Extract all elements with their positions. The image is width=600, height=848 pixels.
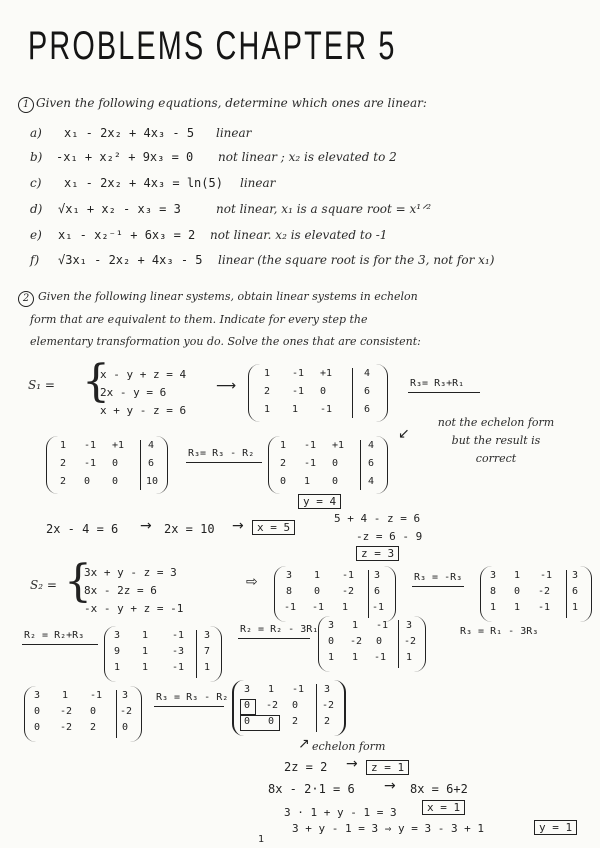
p1-c-expr: x₁ - 2x₂ + 4x₃ = ln(5) xyxy=(64,176,223,190)
s1-x-arrow-2: → xyxy=(232,518,244,534)
matrix-cell: 10 xyxy=(146,476,159,487)
matrix-cell: -1 xyxy=(540,570,553,581)
problem-2-circle: 2 xyxy=(18,291,34,307)
s2-matrix-1-divider xyxy=(368,570,369,618)
matrix-cell: 1 xyxy=(514,570,521,581)
matrix-cell: +1 xyxy=(320,368,333,379)
s1-note: not the echelon form but the result is correct xyxy=(437,416,555,465)
matrix-cell: 1 xyxy=(142,630,149,641)
s2-y-line-2: 3 + y - 1 = 3 ⇒ y = 3 - 3 + 1 xyxy=(292,822,485,835)
matrix-cell: 1 xyxy=(490,602,497,613)
p1-f-label: f) xyxy=(30,253,40,267)
matrix-cell: 0 xyxy=(376,636,383,647)
matrix-cell: 0 xyxy=(514,586,521,597)
s2-matrix-3-divider xyxy=(196,630,197,678)
s1-op-1: R₃= R₃+R₁ xyxy=(410,378,465,389)
s2-eq3: -x - y + z = -1 xyxy=(84,602,184,615)
s1-x-arrow-1: → xyxy=(140,518,152,534)
s2-op-3: R₂ = R₂ - 3R₁ xyxy=(240,624,319,635)
matrix-cell: -1 xyxy=(304,458,317,469)
p1-e-expr: x₁ - x₂⁻¹ + 6x₃ = 2 xyxy=(58,228,196,242)
matrix-cell: 0 xyxy=(84,476,91,487)
matrix-cell: 0 xyxy=(320,386,327,397)
matrix-cell: -1 xyxy=(312,602,325,613)
p1-f-verdict: linear (the square root is for the 3, not for x₁) xyxy=(218,253,495,267)
s1-eq3: x + y - z = 6 xyxy=(100,404,187,417)
p1-a-verdict: linear xyxy=(216,126,252,140)
matrix-cell: 3 xyxy=(328,620,335,631)
s2-z-line: 2z = 2 xyxy=(284,760,328,774)
s2-echelon-arrow: ↗ xyxy=(298,736,310,752)
matrix-cell: -1 xyxy=(284,602,297,613)
matrix-cell: 3 xyxy=(114,630,121,641)
s2-z-result: z = 1 xyxy=(366,760,409,775)
matrix-cell: 0 xyxy=(34,706,41,717)
s1-op-2-arrow xyxy=(186,462,262,463)
s2-label: S₂ = xyxy=(30,578,57,592)
s2-brace: { xyxy=(64,556,92,607)
p1-b-label: b) xyxy=(30,150,43,164)
matrix-cell: 1 xyxy=(114,662,121,673)
matrix-cell: 2 xyxy=(90,722,97,733)
matrix-cell: 3 xyxy=(406,620,413,631)
matrix-cell: 6 xyxy=(148,458,155,469)
s2-op-5-arrow xyxy=(154,706,224,707)
matrix-cell: 1 xyxy=(142,662,149,673)
matrix-cell: -1 xyxy=(84,458,97,469)
matrix-cell: 6 xyxy=(368,458,375,469)
matrix-cell: 1 xyxy=(352,652,359,663)
matrix-cell: 1 xyxy=(406,652,413,663)
matrix-cell: 1 xyxy=(342,602,349,613)
matrix-cell: 3 xyxy=(34,690,41,701)
s2-op-4: R₃ = R₁ - 3R₃ xyxy=(460,626,539,637)
matrix-cell: 0 xyxy=(34,722,41,733)
matrix-cell: 0 xyxy=(90,706,97,717)
s2-x-line-2: 8x = 6+2 xyxy=(410,782,468,796)
matrix-cell: 3 xyxy=(572,570,579,581)
p1-e-label: e) xyxy=(30,228,42,242)
matrix-cell: 1 xyxy=(304,476,311,487)
s2-x-arrow: → xyxy=(384,778,396,794)
s1-brace: { xyxy=(82,356,110,407)
matrix-cell: 1 xyxy=(60,440,67,451)
p1-d-expr: √x₁ + x₂ - x₃ = 3 xyxy=(58,202,181,216)
matrix-cell: 1 xyxy=(292,404,299,415)
s2-matrix-6-divider xyxy=(316,684,317,732)
matrix-cell: -2 xyxy=(538,586,551,597)
s2-arrow-1: ⇨ xyxy=(246,574,258,590)
matrix-cell: 1 xyxy=(142,646,149,657)
matrix-cell: -2 xyxy=(404,636,417,647)
matrix-cell: 3 xyxy=(324,684,331,695)
p1-b-verdict: not linear ; x₂ is elevated to 2 xyxy=(218,150,397,164)
matrix-cell: 1 xyxy=(328,652,335,663)
matrix-cell: +1 xyxy=(112,440,125,451)
matrix-cell: 2 xyxy=(324,716,331,727)
matrix-cell: -1 xyxy=(372,602,385,613)
s2-op-1: R₃ = -R₃ xyxy=(414,572,463,583)
matrix-cell: +1 xyxy=(332,440,345,451)
matrix-cell: 8 xyxy=(490,586,497,597)
s2-op-5: R₃ = R₃ - R₂ xyxy=(156,692,229,703)
s1-y-result: y = 4 xyxy=(298,494,341,509)
p1-d-label: d) xyxy=(30,202,43,216)
matrix-cell: 3 xyxy=(286,570,293,581)
matrix-cell: -1 xyxy=(84,440,97,451)
matrix-cell: 2 xyxy=(264,386,271,397)
matrix-cell: 4 xyxy=(364,368,371,379)
problem-1-number xyxy=(18,96,34,113)
problem-2-prompt-line3: elementary transformation you do. Solve the ones that are consistent: xyxy=(30,335,421,348)
matrix-cell: 1 xyxy=(264,404,271,415)
s1-z-calc-1: 5 + 4 - z = 6 xyxy=(334,512,421,525)
matrix-cell: 3 xyxy=(204,630,211,641)
matrix-cell: -1 xyxy=(538,602,551,613)
matrix-cell: 1 xyxy=(280,440,287,451)
s2-x-result: x = 1 xyxy=(422,800,465,815)
s1-matrix-1-divider xyxy=(352,368,353,418)
s1-note-arrow: ↙ xyxy=(398,426,410,442)
p1-c-verdict: linear xyxy=(240,176,276,190)
matrix-cell: -1 xyxy=(374,652,387,663)
s1-eq2: 2x - y = 6 xyxy=(100,386,167,399)
matrix-cell: -2 xyxy=(60,722,73,733)
matrix-cell: -1 xyxy=(292,386,305,397)
s1-eq1: x - y + z = 4 xyxy=(100,368,187,381)
matrix-cell: 1 xyxy=(314,570,321,581)
matrix-cell: -1 xyxy=(304,440,317,451)
matrix-cell: 1 xyxy=(204,662,211,673)
matrix-cell: 0 xyxy=(292,700,299,711)
matrix-cell: 0 xyxy=(244,700,251,711)
matrix-cell: 6 xyxy=(364,404,371,415)
matrix-cell: 0 xyxy=(328,636,335,647)
s2-y-line-1: 3 · 1 + y - 1 = 3 xyxy=(284,806,397,819)
matrix-cell: -2 xyxy=(350,636,363,647)
matrix-cell: 0 xyxy=(332,476,339,487)
s1-x-result: x = 5 xyxy=(252,520,295,535)
p1-f-expr: √3x₁ - 2x₂ + 4x₃ - 5 xyxy=(58,253,203,267)
matrix-cell: -1 xyxy=(320,404,333,415)
s2-y-result: y = 1 xyxy=(534,820,577,835)
page-number: 1 xyxy=(258,834,265,845)
matrix-cell: 3 xyxy=(244,684,251,695)
matrix-cell: -2 xyxy=(322,700,335,711)
matrix-cell: 8 xyxy=(286,586,293,597)
s2-matrix-5-divider xyxy=(116,690,117,738)
matrix-cell: 6 xyxy=(364,386,371,397)
s1-op-1-arrow xyxy=(408,392,480,393)
matrix-cell: 1 xyxy=(514,602,521,613)
matrix-cell: -1 xyxy=(292,684,305,695)
problem-1-circle: 1 xyxy=(18,97,34,113)
matrix-cell: -2 xyxy=(60,706,73,717)
matrix-cell: 0 xyxy=(244,716,251,727)
s2-zero-box-2 xyxy=(240,715,280,731)
matrix-cell: 2 xyxy=(292,716,299,727)
s1-matrix-3-divider xyxy=(360,440,361,490)
s2-z-arrow: → xyxy=(346,756,358,772)
matrix-cell: 0 xyxy=(268,716,275,727)
matrix-cell: 1 xyxy=(62,690,69,701)
matrix-cell: 3 xyxy=(374,570,381,581)
s2-op-3-arrow xyxy=(238,638,310,639)
matrix-cell: 4 xyxy=(368,440,375,451)
matrix-cell: -2 xyxy=(120,706,133,717)
matrix-cell: 1 xyxy=(264,368,271,379)
matrix-cell: 0 xyxy=(314,586,321,597)
s2-eq1: 3x + y - z = 3 xyxy=(84,566,177,579)
matrix-cell: -1 xyxy=(376,620,389,631)
matrix-cell: -1 xyxy=(292,368,305,379)
matrix-cell: -1 xyxy=(172,662,185,673)
matrix-cell: -2 xyxy=(342,586,355,597)
matrix-cell: 0 xyxy=(332,458,339,469)
s2-op-2-arrow xyxy=(22,644,98,645)
p1-e-verdict: not linear. x₂ is elevated to -1 xyxy=(210,228,388,242)
s1-matrix-2-divider xyxy=(140,440,141,490)
s1-label: S₁ = xyxy=(28,378,55,392)
s2-eq2: 8x - 2z = 6 xyxy=(84,584,157,597)
s1-z-calc-2: -z = 6 - 9 xyxy=(356,530,423,543)
p1-c-label: c) xyxy=(30,176,42,190)
s1-x-calc-1: 2x - 4 = 6 xyxy=(46,522,119,536)
s2-matrix-4-divider xyxy=(398,620,399,668)
problem-2-prompt-line1: Given the following linear systems, obtain linear systems in echelon xyxy=(38,290,418,303)
matrix-cell: -1 xyxy=(90,690,103,701)
matrix-cell: 6 xyxy=(572,586,579,597)
s1-arrow-1: ⟶ xyxy=(216,378,237,394)
s2-echelon-label: echelon form xyxy=(312,740,386,753)
matrix-cell: 7 xyxy=(204,646,211,657)
matrix-cell: 0 xyxy=(112,458,119,469)
matrix-cell: 1 xyxy=(268,684,275,695)
s2-op-1-arrow xyxy=(412,586,464,587)
p1-b-expr: -x₁ + x₂² + 9x₃ = 0 xyxy=(56,150,194,164)
matrix-cell: -2 xyxy=(266,700,279,711)
s1-op-2: R₃= R₃ - R₂ xyxy=(188,448,255,459)
matrix-cell: 2 xyxy=(60,476,67,487)
matrix-cell: 6 xyxy=(374,586,381,597)
matrix-cell: 2 xyxy=(280,458,287,469)
p1-d-verdict: not linear, x₁ is a square root = x¹ᐟ² xyxy=(216,202,432,216)
s1-z-result: z = 3 xyxy=(356,546,399,561)
s2-zero-box-1 xyxy=(240,699,256,715)
page-title: PROBLEMS CHAPTER 5 xyxy=(28,24,397,68)
matrix-cell: -1 xyxy=(342,570,355,581)
matrix-cell: 3 xyxy=(490,570,497,581)
matrix-cell: 0 xyxy=(122,722,129,733)
s1-x-calc-2: 2x = 10 xyxy=(164,522,215,536)
s2-matrix-2-divider xyxy=(566,570,567,618)
problem-2-prompt-line2: form that are equivalent to them. Indicate for every step the xyxy=(30,313,368,326)
p1-a-label: a) xyxy=(30,126,42,140)
matrix-cell: 2 xyxy=(60,458,67,469)
problem-1-prompt: Given the following equations, determine which ones are linear: xyxy=(36,96,427,110)
matrix-cell: -1 xyxy=(172,630,185,641)
matrix-cell: 1 xyxy=(352,620,359,631)
matrix-cell: 0 xyxy=(112,476,119,487)
s2-x-line-1: 8x - 2·1 = 6 xyxy=(268,782,355,796)
problem-2-number xyxy=(18,290,34,307)
matrix-cell: 4 xyxy=(148,440,155,451)
p1-a-expr: x₁ - 2x₂ + 4x₃ - 5 xyxy=(64,126,195,140)
matrix-cell: 4 xyxy=(368,476,375,487)
matrix-cell: 3 xyxy=(122,690,129,701)
matrix-cell: 9 xyxy=(114,646,121,657)
matrix-cell: 0 xyxy=(280,476,287,487)
matrix-cell: -3 xyxy=(172,646,185,657)
s2-op-2: R₂ = R₂+R₃ xyxy=(24,630,85,641)
matrix-cell: 1 xyxy=(572,602,579,613)
